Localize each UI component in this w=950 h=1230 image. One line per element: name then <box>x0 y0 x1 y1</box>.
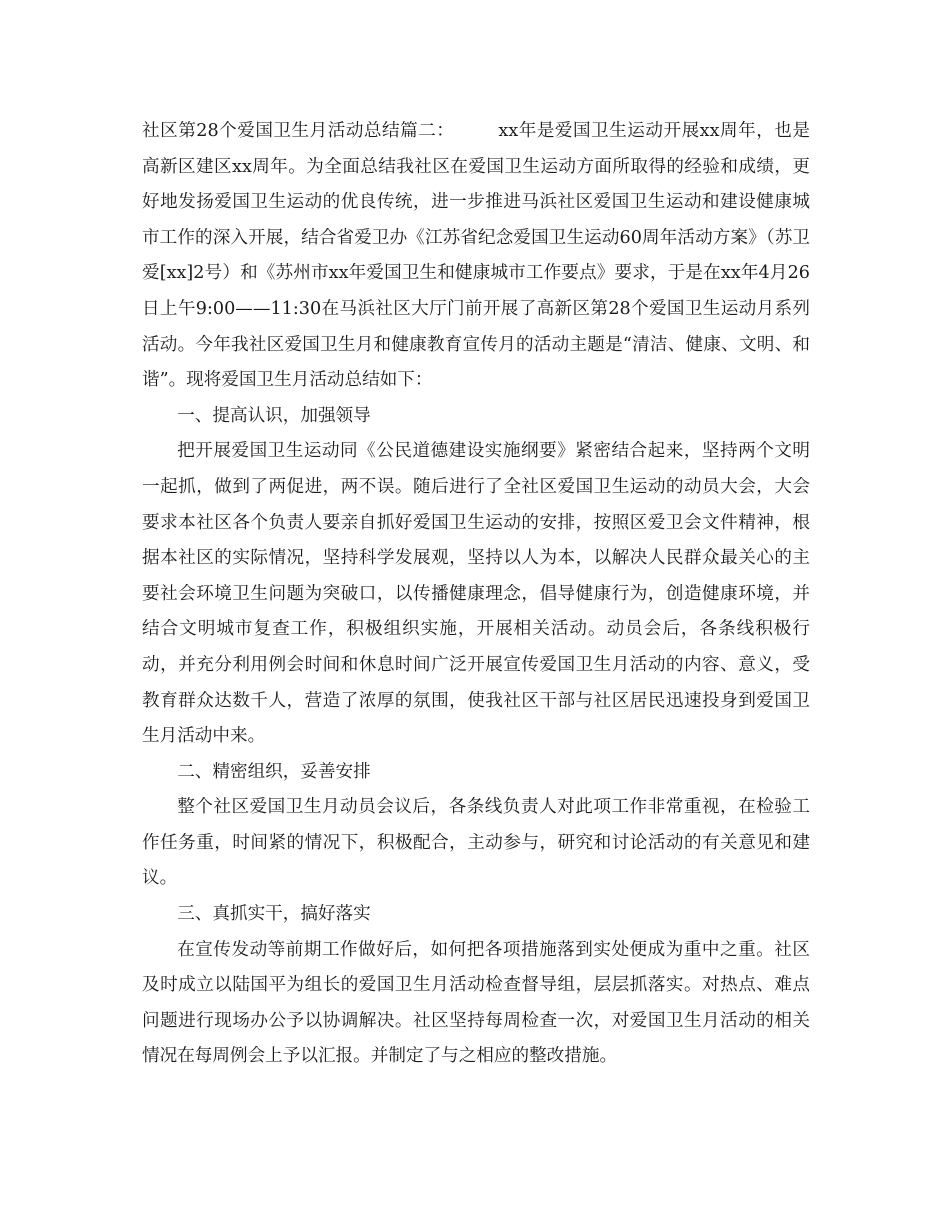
intro-title: 社区第28个爱国卫生月活动总结篇二： <box>142 121 455 141</box>
section-paragraph-1: 把开展爱国卫生运动同《公民道德建设实施纲要》紧密结合起来，坚持两个文明一起抓，做到了两促进，两不误。随后进行了全社区爱国卫生运动的动员大会，大会要求本社区各个负责人要亲自抓好爱国卫生运动的安排，按照区爱卫会文件精神，根据本社区的实际情况，坚持科学发展观，坚持以人为本，以解决人民群众最关心的主要社会环境卫生问题为突破口，以传播健康理念，倡导健康行为，创造健康环境，并结合文明城市复查工作，积极组织实施，开展相关活动。动员会后，各条线积极行动，并充分利用例会时间和休息时间广泛开展宣传爱国卫生月活动的内容、意义，受教育群众达数千人，营造了浓厚的氛围，使我社区干部与社区居民迅速投身到爱国卫生月活动中来。 <box>142 441 810 747</box>
section-heading-2: 二、精密组织，妥善安排 <box>177 761 371 782</box>
intro-body: xx年是爱国卫生运动开展xx周年，也是高新区建区xx周年。为全面总结我社区在爱国卫生运动方面所取得的经验和成绩，更好地发扬爱国卫生运动的优良传统，进一步推进马浜社区爱国卫生运动和建设健康城市工作的深入开展，结合省爱卫办《江苏省纪念爱国卫生运动60周年活动方案》（苏卫爱[xx]2号）和《苏州市xx年爱国卫生和健康城市工作要点》要求，于是在xx年4月26日上午9:00——11:30在马浜社区大厅门前开展了高新区第28个爱国卫生运动月系列活动。今年我社区爱国卫生月和健康教育宣传月的活动主题是“清洁、健康、文明、和谐”。现将爱国卫生月活动总结如下： <box>142 121 810 391</box>
section-heading-3: 三、真抓实干，搞好落实 <box>177 904 371 925</box>
section-heading-1: 一、提高认识，加强领导 <box>177 405 371 426</box>
intro-paragraph <box>142 114 810 399</box>
section-paragraph-3: 在宣传发动等前期工作做好后，如何把各项措施落到实处便成为重中之重。社区及时成立以陆国平为组长的爱国卫生月活动检查督导组，层层抓落实。对热点、难点问题进行现场办公予以协调解决。社区坚持每周检查一次，对爱国卫生月活动的相关情况在每周例会上予以汇报。并制定了与之相应的整改措施。 <box>142 939 810 1067</box>
document-body <box>142 114 810 1075</box>
section-paragraph-2: 整个社区爱国卫生月动员会议后，各条线负责人对此项工作非常重视，在检验工作任务重，时间紧的情况下，积极配合，主动参与，研究和讨论活动的有关意见和建议。 <box>142 797 810 889</box>
